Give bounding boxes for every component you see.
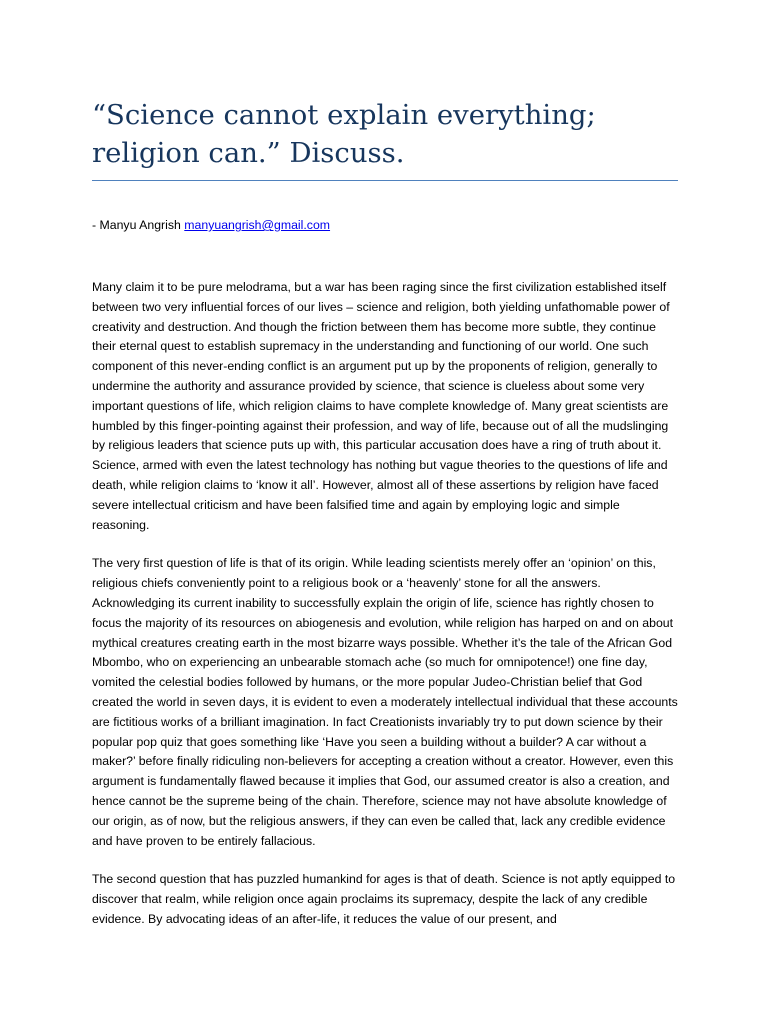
author-name: - Manyu Angrish [92, 218, 181, 232]
document-title [92, 96, 678, 172]
paragraph-1: Many claim it to be pure melodrama, but a war has been raging since the first civilization established itself between two very influential forces of our lives – science and religion, both yielding unfathomable power of creativity and destruction. And though the friction between them has become more subtle, they continue their eternal quest to establish supremacy in the understanding and functioning of our world. One such component of this never-ending conflict is an argument put up by the proponents of religion, generally to undermine the authority and assurance provided by science, that science is clueless about some very important questions of life, which religion claims to have complete knowledge of. Many great scientists are humbled by this finger-pointing against their profession, and way of life, because out of all the mudslinging by religious leaders that science puts up with, this particular accusation does have a ring of truth about it. Science, armed with even the latest technology has nothing but vague theories to the questions of life and death, while religion claims to ‘know it all’. However, almost all of these assertions by religion have faced severe intellectual criticism and have been falsified time and again by employing logic and simple reasoning. [92, 280, 670, 532]
document-body [92, 278, 678, 930]
title-divider [92, 180, 678, 181]
author-email-link[interactable]: manyuangrish@gmail.com [184, 218, 331, 232]
paragraph-3: The second question that has puzzled humankind for ages is that of death. Science is not aptly equipped to discover that realm, while religion once again proclaims its supremacy, despite the lack of any credible evidence. By advocating ideas of an after-life, it reduces the value of our present, and [92, 872, 676, 926]
title-line-2: religion can.” Discuss. [92, 137, 405, 169]
author-byline [92, 217, 678, 233]
document-page [92, 0, 678, 949]
paragraph-2: The very first question of life is that of its origin. While leading scientists merely offer an ‘opinion’ on this, religious chiefs conveniently point to a religious book or a ‘heavenly’ stone for all the answers. Acknowledging its current inability to successfully explain the origin of life, science has rightly chosen to focus the majority of its resources on abiogenesis and evolution, while religion has harped on and on about mythical creatures creating earth in the most bizarre ways possible. Whether it’s the tale of the African God Mbombo, who on experiencing an unbearable stomach ache (so much for omnipotence!) one fine day, vomited the celestial bodies followed by humans, or the more popular Judeo-Christian belief that God created the world in seven days, it is evident to even a moderately intellectual individual that these accounts are fictitious works of a brilliant imagination. In fact Creationists invariably try to put down science by their popular pop quiz that goes something like ‘Have you seen a building without a builder? A car without a maker?’ before finally ridiculing non-believers for accepting a creation without a creator. However, even this argument is fundamentally flawed because it implies that God, our assumed creator is also a creation, and hence cannot be the supreme being of the chain. Therefore, science may not have absolute knowledge of our origin, as of now, but the religious answers, if they can even be called that, lack any credible evidence and have proven to be entirely fallacious. [92, 556, 678, 848]
title-line-1: “Science cannot explain everything; [92, 99, 596, 131]
